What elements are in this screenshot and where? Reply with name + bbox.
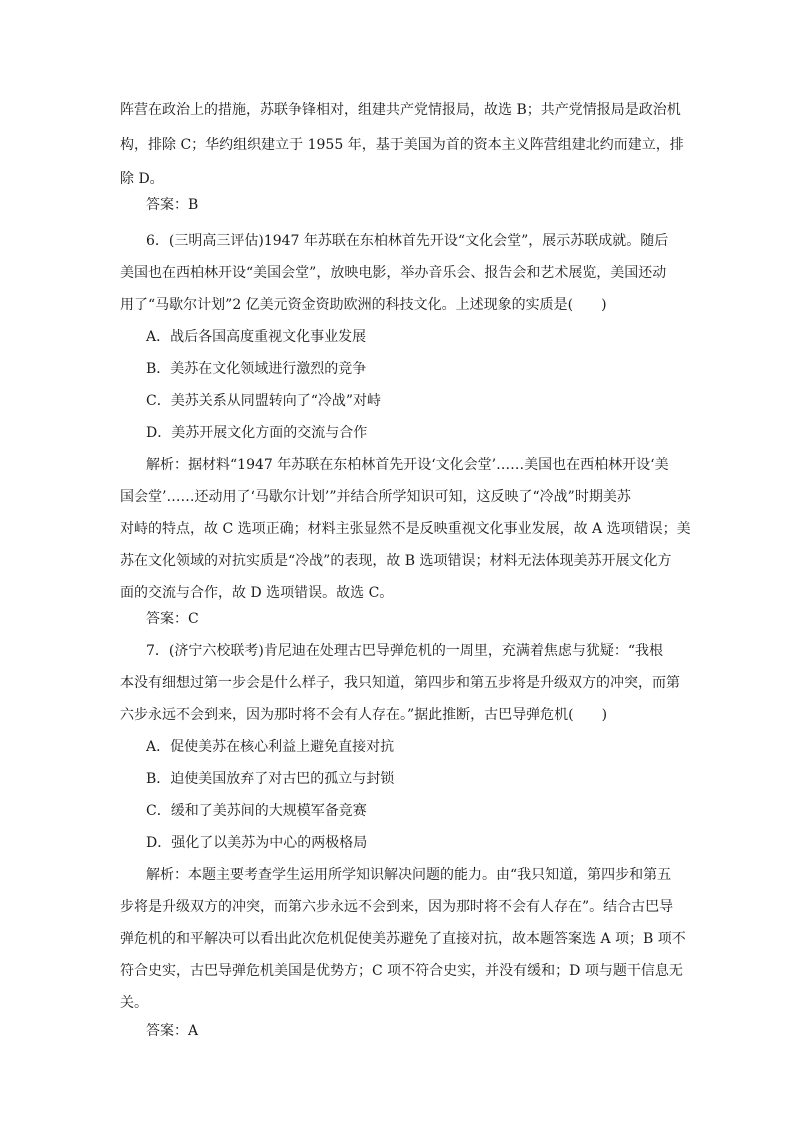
option-d: D．美苏开展文化方面的交流与合作 (146, 425, 368, 441)
option-b: B．迫使美国放弃了对古巴的孤立与封锁 (146, 771, 395, 787)
analysis-line: 解析：本题主要考查学生运用所学知识解决问题的能力。由“我只知道，第四步和第五 (146, 867, 672, 883)
answer-label: 答案：B (146, 197, 199, 213)
question-stem-line: 7．(济宁六校联考)肯尼迪在处理古巴导弹危机的一周里，充满着焦虑与犹疑：“我根 (146, 643, 663, 659)
analysis-line: 国会堂’……还动用了‘马歇尔计划’”并结合所学知识可知，这反映了“冷战”时期美苏 (120, 489, 631, 505)
analysis-line: 阵营在政治上的措施，苏联争锋相对，组建共产党情报局，故选 B；共产党情报局是政治机 (120, 102, 681, 118)
analysis-line: 构，排除 C；华约组织建立于 1955 年，基于美国为首的资本主义阵营组建北约而建立，排 (120, 137, 684, 153)
question-stem-line: 用了“马歇尔计划”2 亿美元资金资助欧洲的科技文化。上述现象的实质是( ) (120, 297, 607, 313)
analysis-line: 解析：据材料“1947 年苏联在东柏林首先开设‘文化会堂’……美国也在西柏林开设‘美 (146, 457, 669, 473)
analysis-line: 关。 (120, 995, 148, 1011)
answer-label: 答案：C (146, 611, 199, 627)
analysis-line: 对峙的特点，故 C 选项正确；材料主张显然不是反映重视文化事业发展，故 A 选项错误；美 (120, 521, 691, 537)
analysis-line: 面的交流与合作，故 D 选项错误。故选 C。 (120, 585, 394, 601)
question-stem-line: 六步永远不会到来，因为那时将不会有人存在。”据此推断，古巴导弹危机( ) (120, 707, 608, 723)
question-stem-line: 本没有细想过第一步会是什么样子，我只知道，第四步和第五步将是升级双方的冲突，而第 (120, 675, 680, 691)
analysis-line: 除 D。 (120, 171, 164, 187)
analysis-line: 苏在文化领域的对抗实质是“冷战”的表现，故 B 选项错误；材料无法体现美苏开展文化方 (120, 553, 672, 569)
question-stem-line: 美国也在西柏林开设“美国会堂”，放映电影，举办音乐会、报告会和艺术展览，美国还动 (120, 265, 667, 281)
option-c: C．美苏关系从同盟转向了“冷战”对峙 (146, 393, 382, 409)
analysis-line: 步将是升级双方的冲突，而第六步永远不会到来，因为那时将不会有人存在”。结合古巴导 (120, 899, 674, 915)
option-a: A．战后各国高度重视文化事业发展 (146, 329, 367, 345)
question-stem-line: 6．(三明高三评估)1947 年苏联在东柏林首先开设“文化会堂”，展示苏联成就。随后 (146, 233, 669, 249)
option-a: A．促使美苏在核心利益上避免直接对抗 (146, 739, 395, 755)
analysis-line: 符合史实，古巴导弹危机美国是优势方；C 项不符合史实，并没有缓和；D 项与题干信息无 (120, 963, 683, 979)
option-c: C．缓和了美苏间的大规模军备竞赛 (146, 803, 367, 819)
option-b: B．美苏在文化领域进行激烈的竞争 (146, 361, 367, 377)
option-d: D．强化了以美苏为中心的两极格局 (146, 835, 368, 851)
analysis-line: 弹危机的和平解决可以看出此次危机促使美苏避免了直接对抗，故本题答案选 A 项；B 项不 (120, 931, 686, 947)
answer-label: 答案：A (146, 1023, 199, 1039)
